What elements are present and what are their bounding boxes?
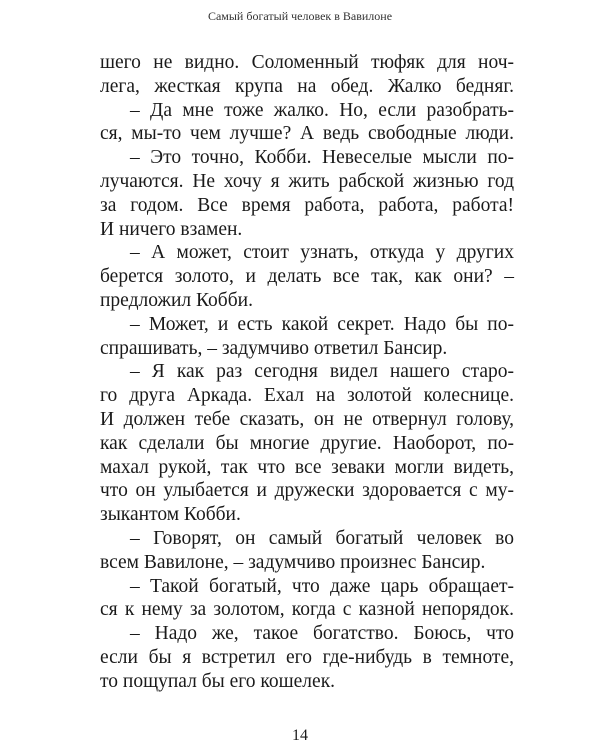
text-line: берется золото, и делать все так, как они? – <box>100 266 514 288</box>
text-line: то пощупал бы его кошелек. <box>100 670 336 692</box>
body-text <box>100 51 514 694</box>
text-line: за годом. Все время работа, работа, работа! <box>100 194 514 216</box>
text-line: – Я как раз сегодня видел нашего старо- <box>130 361 514 383</box>
text-line: И должен тебе сказать, он не отвернул голову, <box>100 408 514 430</box>
text-line: – Надо же, такое богатство. Боюсь, что <box>130 623 514 645</box>
text-line: лега, жесткая крупа на обед. Жалко бедняг. <box>100 75 514 97</box>
text-line: лучаются. Не хочу я жить рабской жизнью год <box>100 170 514 192</box>
text-line: ся к нему за золотом, когда с казной непорядок. <box>100 599 514 621</box>
text-line: шего не видно. Соломенный тюфяк для ноч- <box>100 52 514 73</box>
text-line: предложил Кобби. <box>100 289 253 311</box>
text-line: зыкантом Кобби. <box>100 504 241 526</box>
text-line: – Да мне тоже жалко. Но, если разобрать- <box>130 99 514 121</box>
text-line: что он улыбается и дружески здоровается с му- <box>100 480 514 502</box>
text-line: – А может, стоит узнать, откуда у других <box>130 242 514 264</box>
page-number: 14 <box>292 727 308 744</box>
text-line: спрашивать, – задумчиво ответил Бансир. <box>100 337 448 359</box>
text-line: – Говорят, он самый богатый человек во <box>130 527 514 549</box>
text-line: – Такой богатый, что даже царь обращает- <box>130 575 514 597</box>
text-line: – Может, и есть какой секрет. Надо бы по- <box>130 313 514 335</box>
text-line: го друга Аркада. Ехал на золотой колеснице. <box>100 385 514 407</box>
text-line: если бы я встретил его где-нибудь в темноте, <box>100 646 514 668</box>
text-line: ся, мы-то чем лучше? А ведь свободные люди. <box>100 123 514 145</box>
text-line: всем Вавилоне, – задумчиво произнес Бансир. <box>100 551 486 573</box>
text-line: – Это точно, Кобби. Невеселые мысли по- <box>130 147 514 169</box>
text-line: как сделали бы многие другие. Наоборот, по- <box>100 432 514 454</box>
text-line: И ничего взамен. <box>100 218 243 240</box>
running-header: Самый богатый человек в Вавилоне <box>207 9 393 23</box>
text-line: махал рукой, так что все зеваки могли видеть, <box>100 456 514 478</box>
